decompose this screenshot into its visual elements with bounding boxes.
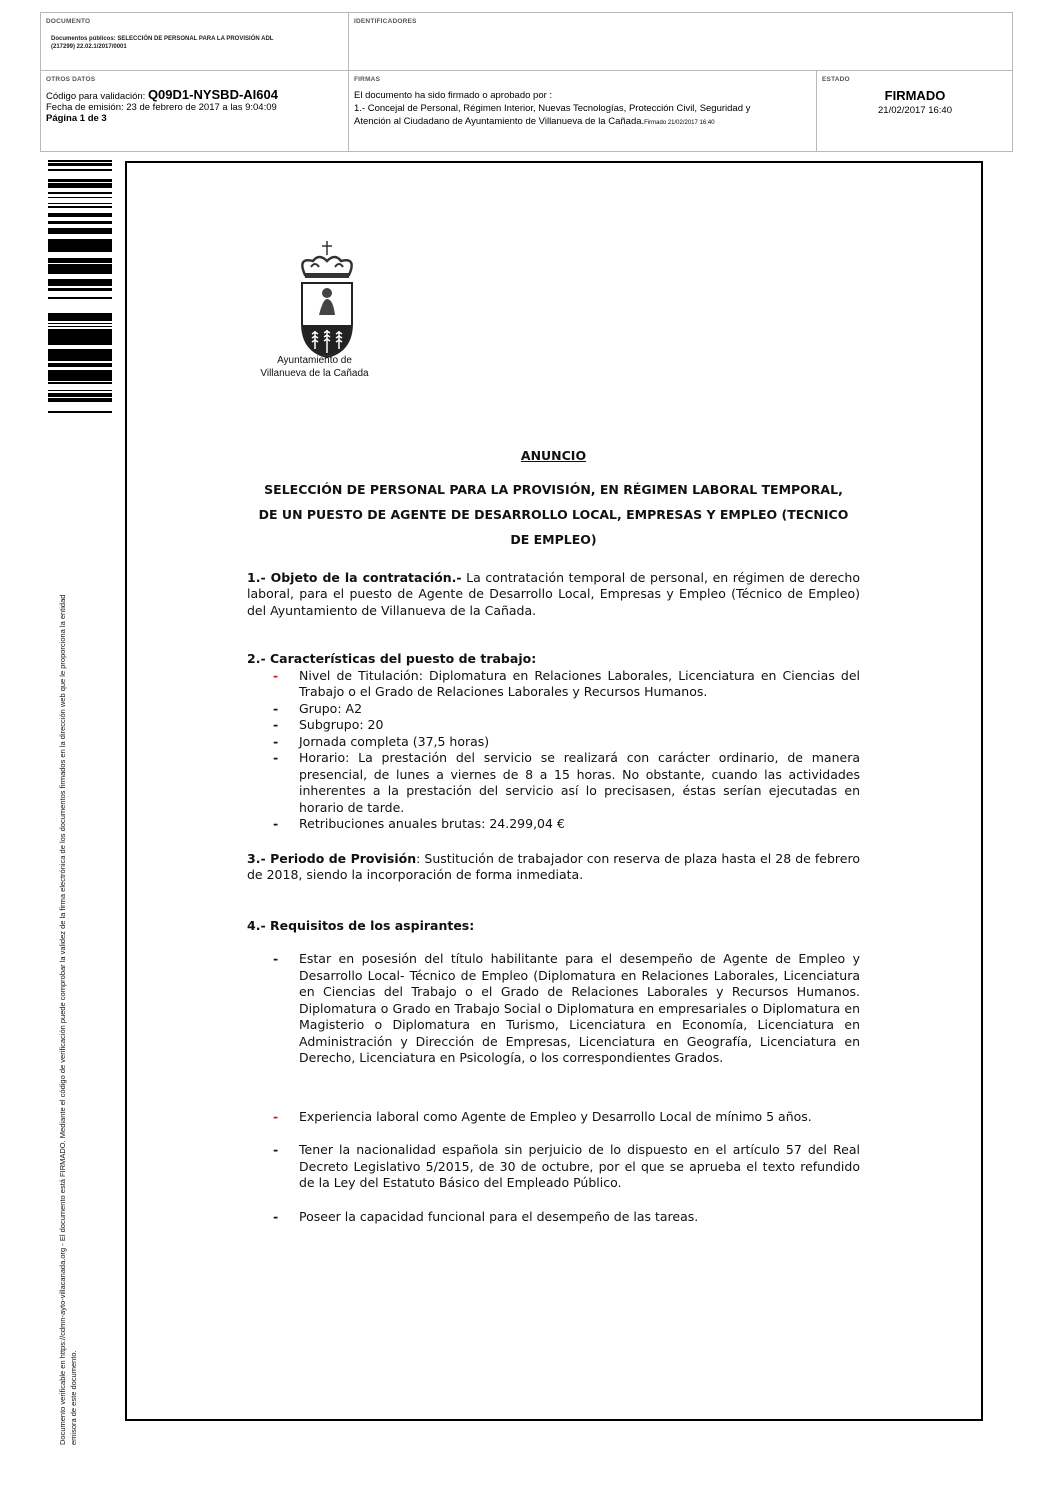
section-2-heading: 2.- Características del puesto de trabajo:	[247, 651, 537, 666]
barcode-bar	[48, 239, 112, 241]
firmas-cell: FIRMAS El documento ha sido firmado o aprobado por : 1.- Concejal de Personal, Régimen Interior, Nuevas Tecnologías, Protección Civil, Seguridad y Atención al Ciudadano de Ayuntamiento de Villanueva de la Cañada.Firmado 21/02/2017 16:40	[349, 71, 817, 151]
barcode-bar	[48, 258, 112, 261]
barcode-bar	[48, 270, 112, 273]
list-item: - Subgrupo: 20	[273, 717, 384, 732]
document-page-frame	[125, 161, 983, 1421]
documento-label: DOCUMENTO	[46, 18, 91, 25]
barcode-bar	[48, 206, 112, 207]
otros-datos-cell	[41, 71, 349, 151]
section-1-heading: 1.- Objeto de la contratación.-	[247, 569, 462, 585]
estado-cell	[817, 71, 1013, 151]
barcode-bar	[48, 297, 112, 299]
barcode-bar	[48, 232, 112, 234]
barcode-bar	[48, 377, 112, 381]
announcement-title: ANUNCIO	[520, 448, 587, 463]
barcode-bar	[48, 165, 112, 166]
list-item: - Retribuciones anuales brutas: 24.299,04 €	[273, 816, 565, 831]
barcode-bar	[48, 349, 112, 351]
barcode-bar	[48, 318, 112, 321]
barcode-bar	[48, 241, 112, 245]
list-item: - Tener la nacionalidad española sin perjuicio de lo dispuesto en el artículo 57 del Real Decreto Legislativo 5/2015, de 30 de octubre, por el que se aprueba el texto refundido de la Ley del Estatuto Básico del Empleado Público.	[273, 1142, 860, 1190]
list-item: - Poseer la capacidad funcional para el desempeño de las tareas.	[273, 1208, 699, 1224]
section-3: 3.- Periodo de Provisión: Sustitución de trabajador con reserva de plaza hasta el 28 de febrero de 2018, siendo la incorporación de forma inmediata.	[247, 850, 860, 882]
barcode-bar	[48, 285, 112, 286]
barcode-bar	[48, 390, 112, 391]
barcode-bar	[48, 411, 112, 413]
barcode-bar	[48, 207, 112, 208]
list-item: - Estar en posesión del título habilitante para el desempeño de Agente de Empleo y Desarrollo Local- Técnico de Empleo (Diplomatura en Relaciones Laborales, Licenciatura en Ciencias del Trabajo o el Grado de Relaciones Laborales y Recursos Humanos. Diplomatura o Grado en Trabajo Social o Diplomatura en empresariales o Diplomatura en Magisterio o Diplomatura en Turismo, Licenciatura en Economía, Licenciatura en Administración y Dirección de Empresas, Licenciatura en Geografía, Licenciatura en Derecho, Licenciatura en Psicología, o los correspondientes Grados.	[273, 951, 860, 1065]
identificadores-label: IDENTIFICADORES	[354, 18, 417, 25]
barcode-bar	[48, 288, 112, 291]
section-1: 1.- Objeto de la contratación.- La contratación temporal de personal, en régimen de derecho laboral, para el puesto de Agente de Desarrollo Local, Empresas y Empleo (Técnico de Empleo) del Ayuntamiento de Villanueva de la Cañada.	[247, 569, 860, 618]
barcode-bar	[48, 273, 112, 274]
barcode-icon	[48, 160, 112, 413]
signature-timestamp: Firmado 21/02/2017 16:40	[644, 120, 715, 126]
barcode-bar	[48, 335, 112, 336]
barcode-bar	[48, 316, 112, 318]
barcode-bar	[48, 268, 112, 270]
barcode-bar	[48, 203, 112, 204]
section-4-list	[247, 951, 860, 1225]
barcode-bar	[48, 313, 112, 314]
barcode-bar	[48, 163, 112, 165]
barcode-bar	[48, 370, 112, 374]
barcode-bar	[48, 351, 112, 355]
barcode-bar	[48, 192, 112, 194]
barcode-bar	[48, 279, 112, 282]
validation-code-line: Código para validación: Q09D1-NYSBD-AI604	[46, 87, 278, 102]
barcode-bar	[48, 339, 112, 343]
emission-date: Fecha de emisión: 23 de febrero de 2017 a las 9:04:09	[46, 102, 277, 113]
list-item: - Grupo: A2	[273, 700, 363, 716]
barcode-bar	[48, 358, 112, 361]
barcode-bar	[48, 282, 112, 285]
barcode-bar	[48, 326, 112, 327]
document-header-table	[40, 12, 1013, 152]
barcode-bar	[48, 264, 112, 267]
logo-caption-line1: Ayuntamiento de	[277, 355, 352, 366]
barcode-bar	[48, 228, 112, 230]
barcode-bar	[48, 399, 112, 400]
barcode-bar	[48, 179, 112, 182]
documento-cell	[41, 13, 349, 71]
barcode-bar	[48, 183, 112, 187]
barcode-bar	[48, 382, 112, 384]
verification-side-text: Documento verificable en https://cdmn-ayto-villacanada.org - El documento está FIRMADO. Mediante el código de verificación puede comprobar la validez de la firma electrónica de los documentos firmados en la dirección web que le proporciona la entidad emisora de este documento.	[58, 594, 78, 1445]
barcode-bar	[48, 363, 112, 367]
page-indicator: Página 1 de 3	[46, 113, 107, 124]
status-date: 21/02/2017 16:40	[878, 105, 952, 116]
validation-code[interactable]: Q09D1-NYSBD-AI604	[147, 87, 278, 102]
logo-caption-line2: Villanueva de la Cañada	[260, 368, 369, 379]
barcode-bar	[48, 329, 112, 332]
barcode-bar	[48, 336, 112, 339]
announcement-subtitle: SELECCIÓN DE PERSONAL PARA LA PROVISIÓN, EN RÉGIMEN LABORAL TEMPORAL, DE UN PUESTO DE AGENTE DE DESARROLLO LOCAL, EMPRESAS Y EMPLEO (TECNICO DE EMPLEO)	[258, 481, 849, 547]
announcement-body	[247, 448, 860, 1225]
barcode-bar	[48, 374, 112, 377]
barcode-bar	[48, 160, 112, 162]
documento-text: Documentos públicos: SELECCIÓN DE PERSONAL PARA LA PROVISIÓN ADL (217299) 22.02.1/2017/0001	[51, 36, 274, 50]
list-item: - Nivel de Titulación: Diplomatura en Relaciones Laborales, Licenciatura en Ciencias del Trabajo o el Grado de Relaciones Laborales y Recursos Humanos.	[273, 667, 860, 699]
barcode-bar	[48, 323, 112, 324]
barcode-bar	[48, 355, 112, 358]
barcode-bar	[48, 230, 112, 232]
barcode-bar	[48, 169, 112, 171]
barcode-bar	[48, 213, 112, 217]
barcode-bar	[48, 343, 112, 345]
barcode-bar	[48, 332, 112, 335]
firmas-label: FIRMAS	[354, 76, 381, 83]
status-badge: FIRMADO	[884, 88, 946, 103]
barcode-bar	[48, 245, 112, 249]
barcode-bar	[48, 398, 112, 399]
estado-label: ESTADO	[822, 76, 850, 83]
list-item: - Horario: La prestación del servicio se realizará con carácter ordinario, de manera presencial, de lunes a viernes de 8 a 15 horas. No obstante, cuando las actividades inherentes a la prestación del servicio así lo precisasen, éstas serían ejecutadas en horario de tarde.	[273, 750, 860, 815]
barcode-bar	[48, 314, 112, 316]
barcode-bar	[48, 197, 112, 198]
barcode-bar	[48, 261, 112, 263]
section-3-heading: 3.- Periodo de Provisión	[247, 850, 417, 866]
section-2-list	[247, 668, 860, 833]
section-4-heading: 4.- Requisitos de los aspirantes:	[247, 917, 475, 933]
identificadores-cell	[349, 13, 1013, 71]
otros-datos-label: OTROS DATOS	[46, 76, 96, 83]
barcode-bar	[48, 400, 112, 402]
barcode-bar	[48, 393, 112, 397]
barcode-bar	[48, 249, 112, 252]
barcode-bar	[48, 187, 112, 188]
list-item: - Jornada completa (37,5 horas)	[273, 733, 490, 749]
barcode-bar	[48, 221, 112, 224]
list-item: - Experiencia laboral como Agente de Empleo y Desarrollo Local de mínimo 5 años.	[273, 1108, 812, 1124]
barcode-bar	[48, 267, 112, 268]
